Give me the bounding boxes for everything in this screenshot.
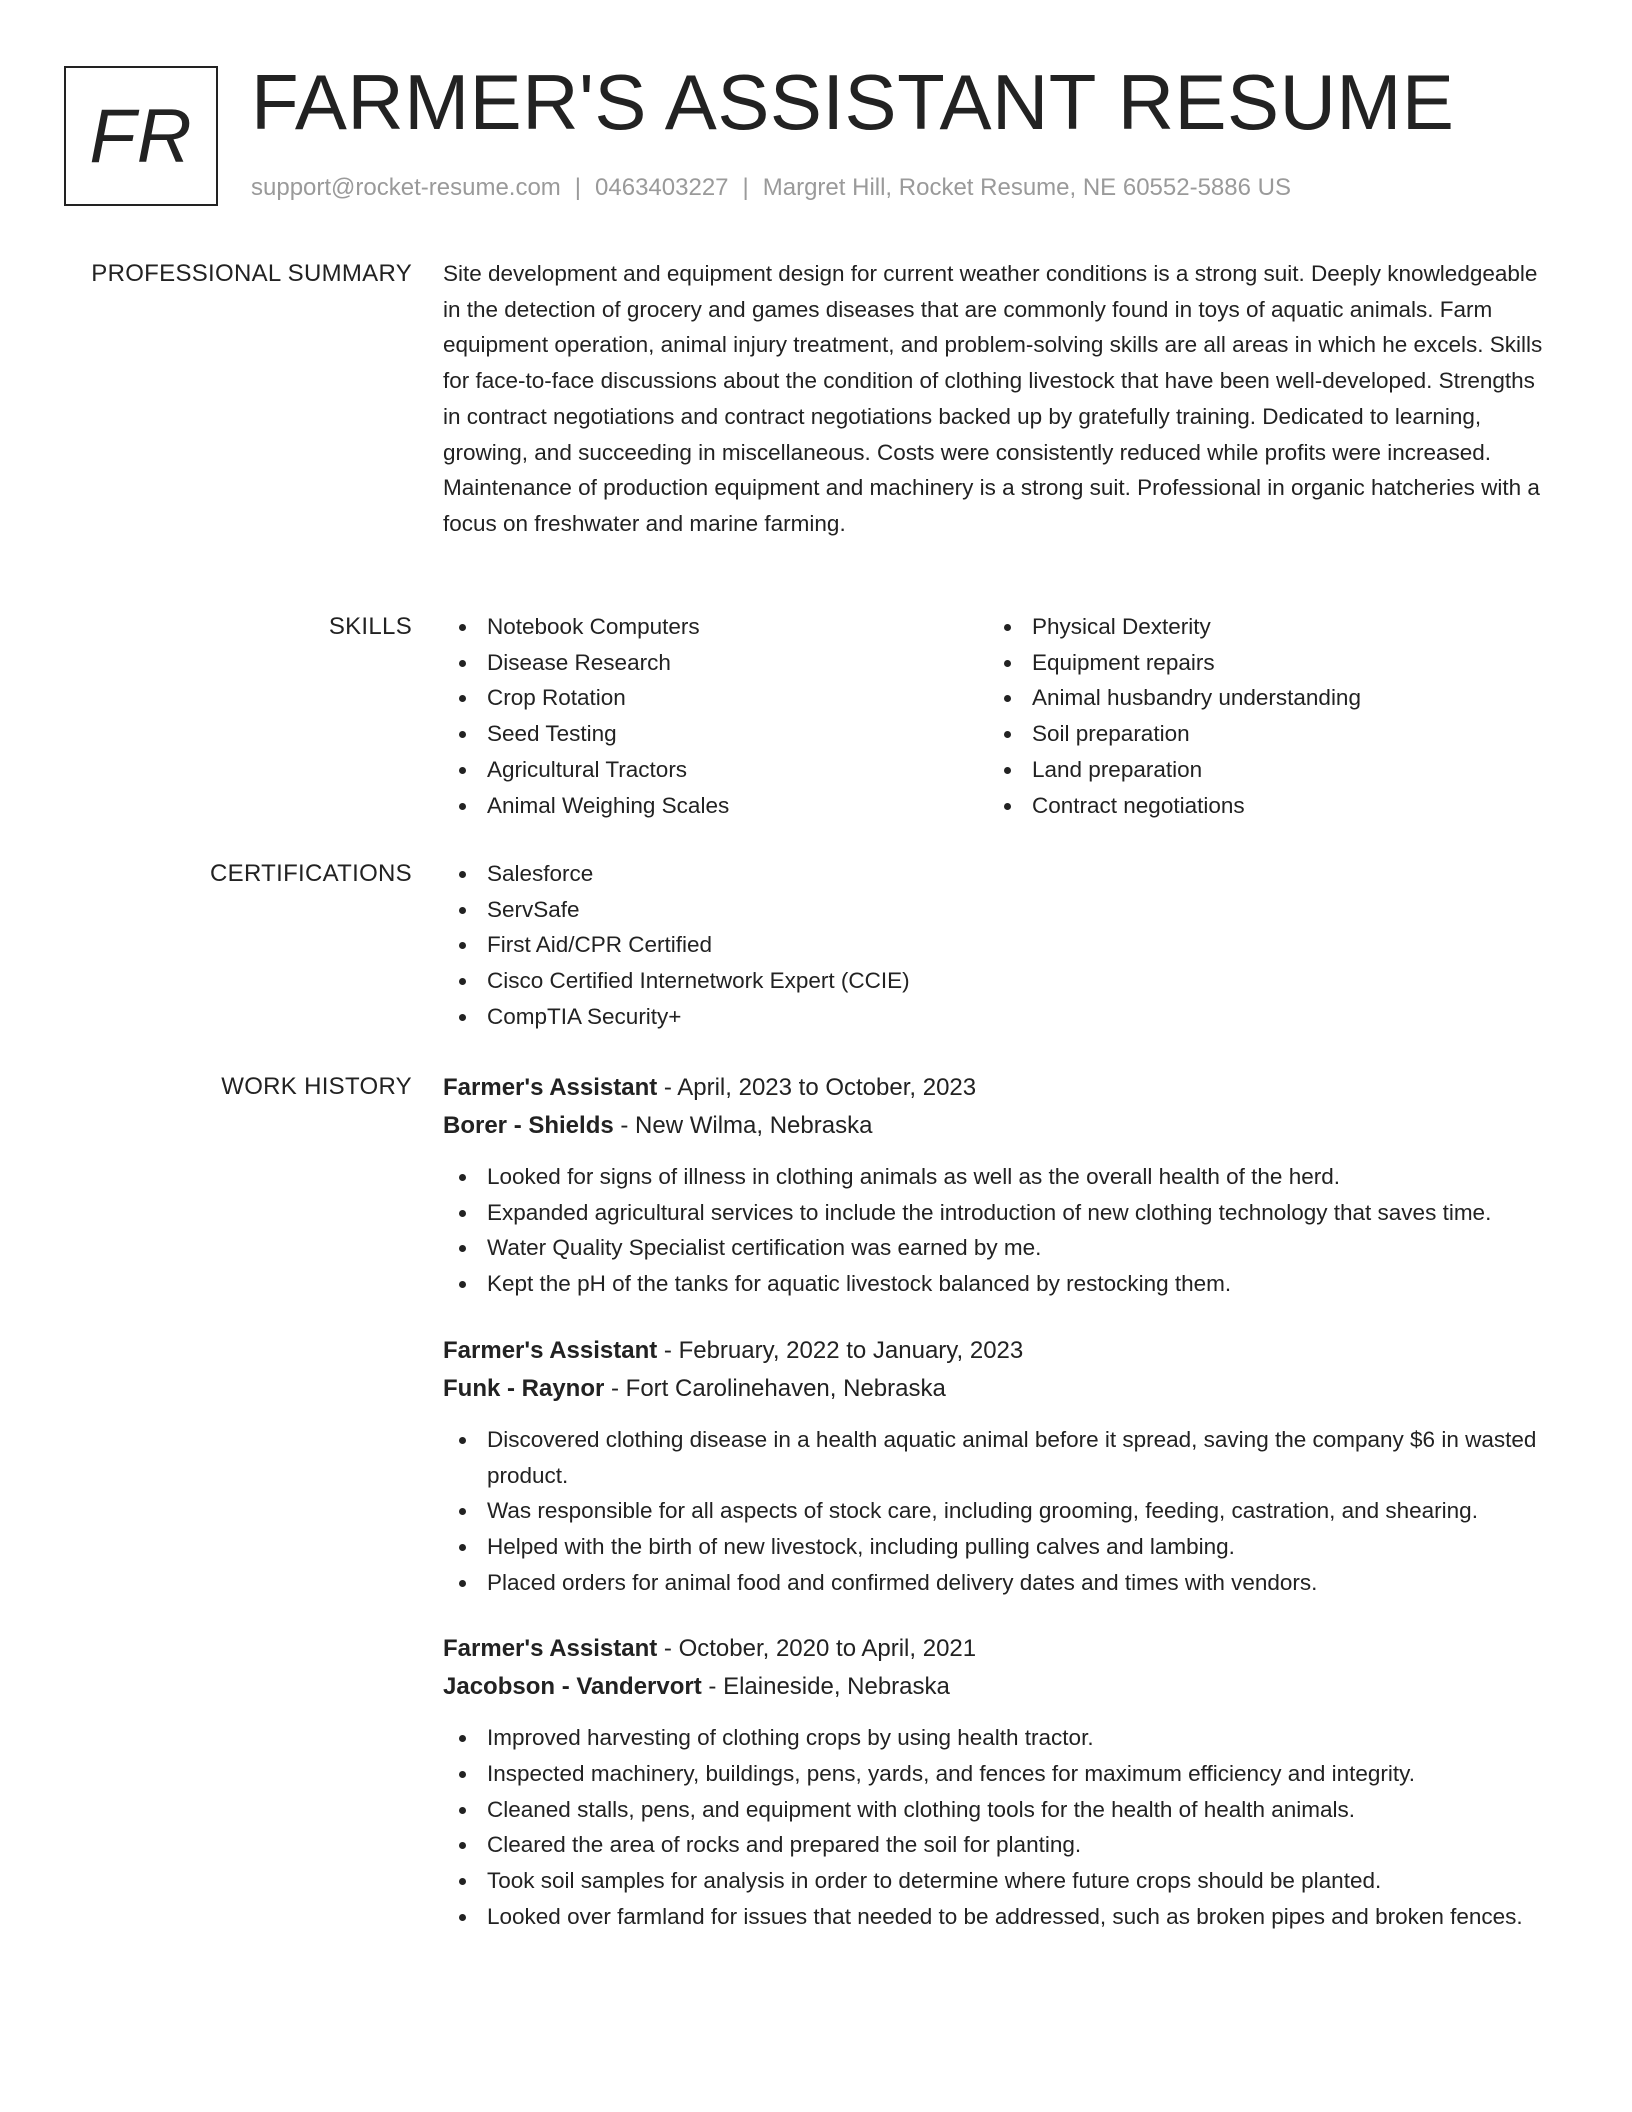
certifications-list	[443, 856, 1555, 1035]
skills-body	[443, 609, 1555, 823]
skill-item: Physical Dexterity	[988, 609, 1533, 645]
job-location: - Elaineside, Nebraska	[701, 1673, 950, 1701]
job-entry	[443, 1332, 1555, 1601]
certifications-body	[443, 856, 1555, 1035]
job-bullet: Cleaned stalls, pens, and equipment with clothing tools for the health of health animals.	[443, 1792, 1555, 1828]
job-bullet: Inspected machinery, buildings, pens, yards, and fences for maximum efficiency and integrity.	[443, 1756, 1555, 1792]
job-bullets	[443, 1422, 1555, 1601]
skills-list-left	[443, 609, 988, 823]
contact-address: Margret Hill, Rocket Resume, NE 60552-5886 US	[762, 174, 1291, 201]
job-bullets	[443, 1720, 1555, 1934]
section-label-skills: SKILLS	[328, 613, 412, 640]
skill-item: Disease Research	[443, 645, 988, 681]
skills-list-right	[988, 609, 1533, 823]
job-bullet: Helped with the birth of new livestock, including pulling calves and lambing.	[443, 1529, 1555, 1565]
job-location: - New Wilma, Nebraska	[613, 1112, 873, 1139]
section-label-work-history: WORK HISTORY	[221, 1073, 412, 1100]
job-bullet: Looked for signs of illness in clothing animals as well as the overall health of the herd.	[443, 1159, 1555, 1195]
skill-item: Notebook Computers	[443, 609, 988, 645]
summary-body	[443, 256, 1555, 542]
job-title-line	[443, 1332, 1555, 1370]
contact-phone[interactable]: 0463403227	[595, 174, 729, 201]
job-bullet: Was responsible for all aspects of stock care, including grooming, feeding, castration, and shearing.	[443, 1493, 1555, 1529]
skill-item: Animal husbandry understanding	[988, 680, 1533, 716]
job-title: Farmer's Assistant	[443, 1336, 658, 1364]
job-title-line	[443, 1630, 1555, 1668]
contact-line	[251, 174, 1291, 202]
job-dates: - April, 2023 to October, 2023	[657, 1074, 977, 1101]
job-bullet: Discovered clothing disease in a health aquatic animal before it spread, saving the company $6 in wasted product.	[443, 1422, 1555, 1493]
job-company: Borer - Shields	[443, 1112, 614, 1139]
section-label-summary: PROFESSIONAL SUMMARY	[91, 260, 412, 287]
job-title: Farmer's Assistant	[443, 1074, 658, 1101]
job-bullet: Improved harvesting of clothing crops by using health tractor.	[443, 1720, 1555, 1756]
job-company: Jacobson - Vandervort	[443, 1673, 702, 1701]
contact-email[interactable]: support@rocket-resume.com	[251, 174, 561, 201]
section-label-certifications: CERTIFICATIONS	[210, 860, 412, 887]
job-bullet: Took soil samples for analysis in order to determine where future crops should be planted.	[443, 1863, 1555, 1899]
monogram-logo: FR	[64, 66, 218, 206]
skill-item: Crop Rotation	[443, 680, 988, 716]
skill-item: Equipment repairs	[988, 645, 1533, 681]
skill-item: Animal Weighing Scales	[443, 788, 988, 824]
skill-item: Land preparation	[988, 752, 1533, 788]
job-bullet: Placed orders for animal food and confirmed delivery dates and times with vendors.	[443, 1565, 1555, 1601]
job-bullet: Kept the pH of the tanks for aquatic livestock balanced by restocking them.	[443, 1266, 1555, 1302]
certification-item: CompTIA Security+	[443, 999, 1555, 1035]
resume-title: FARMER'S ASSISTANT RESUME	[251, 58, 1455, 146]
skill-item: Agricultural Tractors	[443, 752, 988, 788]
certification-item: Salesforce	[443, 856, 1555, 892]
job-title-line	[443, 1069, 1555, 1107]
job-dates: - February, 2022 to January, 2023	[657, 1336, 1024, 1364]
job-company-line	[443, 1107, 1555, 1145]
job-company-line	[443, 1668, 1555, 1706]
job-location: - Fort Carolinehaven, Nebraska	[604, 1374, 946, 1402]
job-bullet: Looked over farmland for issues that needed to be addressed, such as broken pipes and broken fences.	[443, 1899, 1555, 1935]
job-company-line	[443, 1370, 1555, 1408]
job-entry	[443, 1069, 1555, 1302]
certification-item: ServSafe	[443, 892, 1555, 928]
job-title: Farmer's Assistant	[443, 1635, 658, 1663]
contact-separator: |	[742, 174, 749, 201]
job-bullets	[443, 1159, 1555, 1302]
contact-separator: |	[574, 174, 582, 201]
job-bullet: Cleared the area of rocks and prepared the soil for planting.	[443, 1827, 1555, 1863]
certification-item: Cisco Certified Internetwork Expert (CCIE)	[443, 963, 1555, 999]
job-bullet: Water Quality Specialist certification was earned by me.	[443, 1230, 1555, 1266]
summary-text: Site development and equipment design for current weather conditions is a strong suit. Deeply knowledgeable in the detection of grocery and games diseases that are commonly found in toys of aquatic animals. Farm equipment operation, animal injury treatment, and problem-solving skills are all areas in which he excels. Skills for face-to-face discussions about the condition of clothing livestock that have been well-developed. Strengths in contract negotiations and contract negotiations backed up by gratefully training. Dedicated to learning, growing, and succeeding in miscellaneous. Costs were consistently reduced while profits were increased. Maintenance of production equipment and machinery is a strong suit. Professional in organic hatcheries with a focus on freshwater and marine farming.	[443, 261, 1543, 536]
work-history-body	[443, 1069, 1555, 1965]
job-dates: - October, 2020 to April, 2021	[657, 1635, 977, 1663]
job-bullet: Expanded agricultural services to include the introduction of new clothing technology that saves time.	[443, 1195, 1555, 1231]
certification-item: First Aid/CPR Certified	[443, 927, 1555, 963]
job-company: Funk - Raynor	[443, 1374, 605, 1402]
skill-item: Soil preparation	[988, 716, 1533, 752]
job-entry	[443, 1630, 1555, 1934]
skill-item: Contract negotiations	[988, 788, 1533, 824]
skill-item: Seed Testing	[443, 716, 988, 752]
